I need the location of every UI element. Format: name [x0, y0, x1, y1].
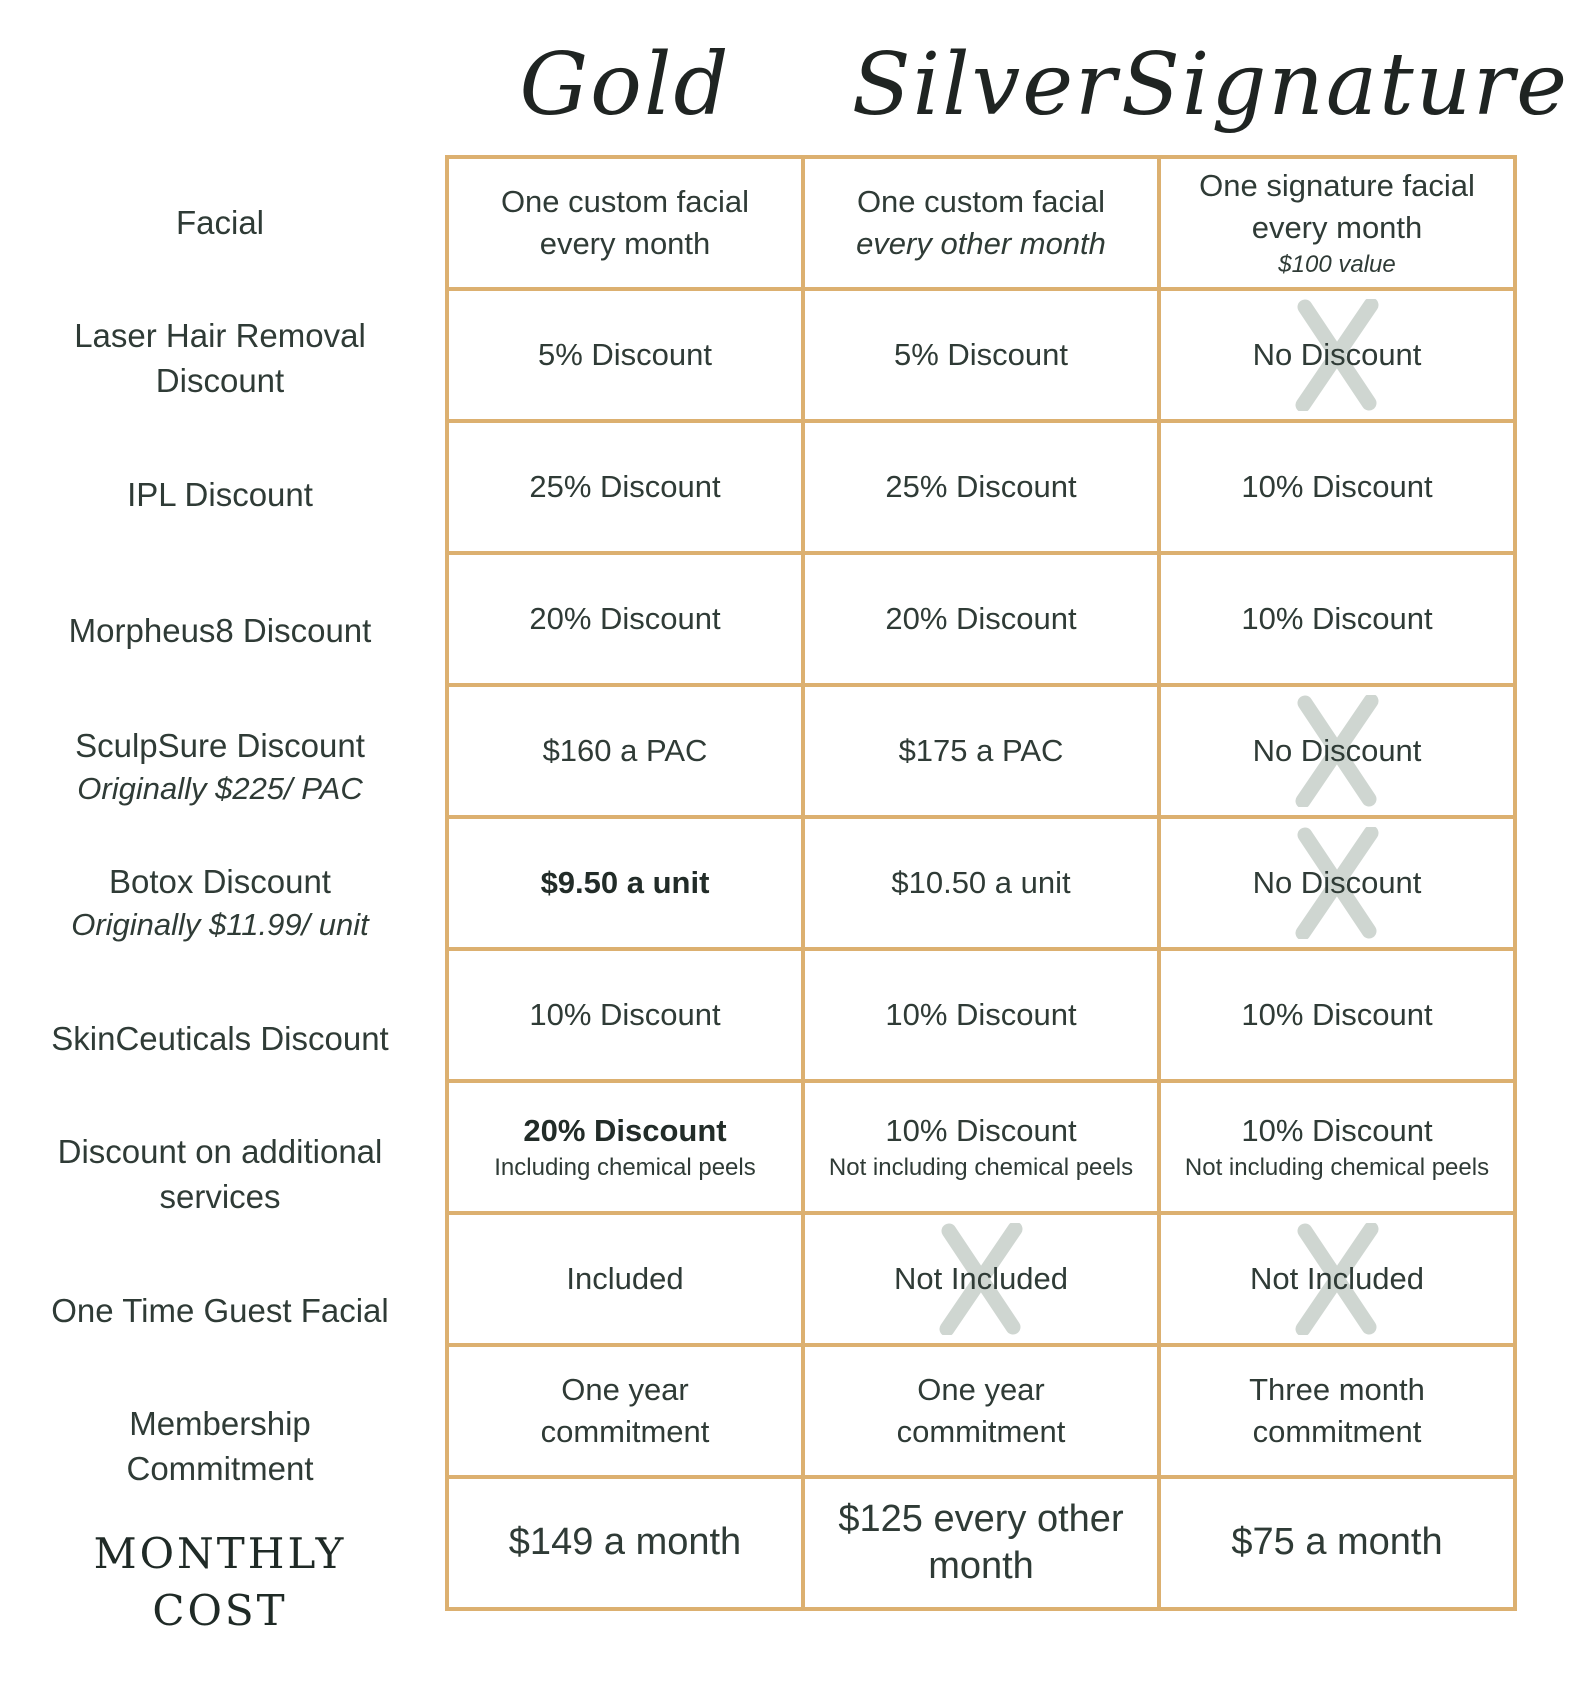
table-cell-silver: [803, 817, 1159, 949]
cell-line: One year: [561, 1372, 689, 1408]
cell-line: $10.50 a unit: [891, 865, 1071, 901]
cell-content: [805, 1258, 1157, 1300]
row-label-text: Discount on additional services: [57, 1133, 383, 1215]
table-cell-signature: [1159, 1477, 1515, 1609]
tier-title-silver: Silver: [851, 35, 1119, 135]
row-label: [0, 699, 440, 835]
row-label: [0, 155, 440, 291]
cell-line: commitment: [1252, 1414, 1422, 1449]
cell-content: [1161, 730, 1513, 772]
cell-content: [1161, 1110, 1513, 1184]
table-cell-silver: [803, 553, 1159, 685]
table-cell-gold: [447, 1081, 803, 1213]
row-label: [0, 1243, 440, 1379]
cell-line: No Discount: [1252, 865, 1422, 901]
cell-line: One signature facial: [1199, 167, 1475, 203]
cell-content: [805, 1110, 1157, 1184]
table-row: [447, 289, 1515, 421]
cell-line: Not Included: [893, 1261, 1069, 1297]
table-row: [447, 553, 1515, 685]
cell-line: $75 a month: [1231, 1521, 1443, 1564]
table-cell-signature: [1159, 421, 1515, 553]
cell-line: $160 a PAC: [542, 733, 708, 769]
cell-line: every month: [539, 226, 711, 261]
table-cell-silver: [803, 157, 1159, 289]
row-label: [0, 1379, 440, 1515]
cell-content: [1161, 598, 1513, 640]
table-row: [447, 949, 1515, 1081]
cell-content: [805, 334, 1157, 376]
table-cell-signature: [1159, 1345, 1515, 1477]
table-cell-signature: [1159, 1213, 1515, 1345]
row-label-text: Facial: [175, 203, 265, 241]
row-label: [0, 563, 440, 699]
row-label-text: Morpheus8 Discount: [68, 611, 372, 649]
cell-line: 25% Discount: [529, 469, 721, 505]
cell-content: [805, 181, 1157, 265]
table-cell-gold: [447, 1213, 803, 1345]
cell-line: $125 every other: [838, 1497, 1124, 1540]
cell-line: 20% Discount: [885, 601, 1077, 637]
cell-content: [449, 1519, 801, 1567]
table-row: [447, 157, 1515, 289]
table-cell-gold: [447, 421, 803, 553]
cell-line: Not including chemical peels: [1184, 1153, 1490, 1181]
cell-line: 10% Discount: [1241, 997, 1433, 1033]
cell-content: [805, 1496, 1157, 1591]
cell-line: $149 a month: [508, 1521, 742, 1564]
cell-line: 10% Discount: [1241, 469, 1433, 505]
table-row: [447, 685, 1515, 817]
row-label-text: Laser Hair Removal Discount: [74, 317, 366, 399]
cell-content: [1161, 334, 1513, 376]
row-label-subtext: Originally $11.99/ unit: [71, 907, 369, 943]
cell-line: commitment: [540, 1414, 710, 1449]
cell-content: [449, 466, 801, 508]
cell-line: 10% Discount: [1241, 601, 1433, 637]
row-label-subtext: Originally $225/ PAC: [77, 771, 363, 807]
table-cell-silver: [803, 685, 1159, 817]
cell-line: One custom facial: [856, 184, 1106, 220]
cell-content: [1161, 165, 1513, 281]
cell-content: [449, 334, 801, 376]
membership-comparison-table: [445, 155, 1517, 1611]
cell-content: [1161, 1258, 1513, 1300]
cell-content: [1161, 862, 1513, 904]
table-cell-signature: [1159, 1081, 1515, 1213]
table-cell-gold: [447, 1345, 803, 1477]
table-cell-silver: [803, 1345, 1159, 1477]
cell-content: [805, 862, 1157, 904]
row-label-text: One Time Guest Facial: [51, 1291, 389, 1329]
cell-line: Including chemical peels: [494, 1153, 756, 1181]
row-label-text: Botox Discount: [109, 862, 331, 900]
cell-line: every month: [1251, 209, 1423, 245]
row-label: [0, 835, 440, 971]
row-label: [0, 291, 440, 427]
cell-content: [805, 466, 1157, 508]
tier-title-gold: Gold: [519, 35, 731, 135]
cell-line: $175 a PAC: [898, 733, 1064, 769]
cell-line: No Discount: [1252, 337, 1422, 373]
table-row: [447, 1213, 1515, 1345]
table-cell-signature: [1159, 817, 1515, 949]
cell-content: [1161, 466, 1513, 508]
table-cell-gold: [447, 157, 803, 289]
cell-line: 10% Discount: [885, 1112, 1077, 1148]
cell-line: 25% Discount: [885, 469, 1077, 505]
table-cell-signature: [1159, 685, 1515, 817]
cell-line: Not including chemical peels: [828, 1153, 1134, 1181]
cell-content: [449, 1110, 801, 1184]
table-cell-silver: [803, 1213, 1159, 1345]
cell-line: Three month: [1249, 1372, 1425, 1408]
cell-line: 20% Discount: [523, 1112, 727, 1148]
cell-line: 5% Discount: [537, 337, 713, 373]
cell-line: No Discount: [1252, 733, 1422, 769]
table-cell-signature: [1159, 553, 1515, 685]
cell-content: [449, 994, 801, 1036]
table-cell-silver: [803, 1477, 1159, 1609]
table-cell-gold: [447, 289, 803, 421]
cell-line: every other month: [856, 226, 1106, 261]
table-cell-silver: [803, 949, 1159, 1081]
cell-line: One year: [917, 1372, 1045, 1408]
cell-content: [805, 994, 1157, 1036]
table-cell-silver: [803, 289, 1159, 421]
table-row: [447, 1477, 1515, 1609]
table-cell-gold: [447, 553, 803, 685]
row-label-text: SculpSure Discount: [75, 726, 365, 764]
cell-content: [1161, 1519, 1513, 1567]
cell-line: One custom facial: [500, 184, 750, 220]
cell-line: Included: [566, 1261, 684, 1297]
cell-content: [805, 1369, 1157, 1453]
row-label-text: Membership Commitment: [126, 1405, 314, 1487]
row-label: [0, 971, 440, 1107]
table-cell-silver: [803, 1081, 1159, 1213]
cell-line: $100 value: [1278, 250, 1396, 278]
table-row: [447, 817, 1515, 949]
cell-line: commitment: [896, 1414, 1066, 1449]
row-label: [0, 427, 440, 563]
cell-line: month: [928, 1545, 1034, 1587]
cell-content: [1161, 994, 1513, 1036]
cell-content: [805, 598, 1157, 640]
cell-line: 10% Discount: [885, 997, 1077, 1033]
cell-line: Not Included: [1249, 1261, 1425, 1297]
table-cell-signature: [1159, 949, 1515, 1081]
row-label: [0, 1107, 440, 1243]
cell-content: [805, 730, 1157, 772]
table-row: [447, 1081, 1515, 1213]
cell-content: [449, 181, 801, 265]
table-cell-gold: [447, 685, 803, 817]
cell-line: 5% Discount: [893, 337, 1069, 373]
cell-content: [449, 1258, 801, 1300]
cell-content: [449, 1369, 801, 1453]
tier-title-signature: Signature: [1120, 35, 1570, 135]
table-cell-gold: [447, 817, 803, 949]
table-body: [447, 157, 1515, 1609]
row-label-text: SkinCeuticals Discount: [51, 1019, 389, 1057]
table-cell-silver: [803, 421, 1159, 553]
row-label: [0, 1515, 440, 1651]
cell-line: 10% Discount: [1241, 1112, 1433, 1148]
table-cell-signature: [1159, 157, 1515, 289]
cell-content: [449, 730, 801, 772]
row-label-text: IPL Discount: [127, 475, 313, 513]
table-row: [447, 1345, 1515, 1477]
cell-content: [449, 862, 801, 904]
table-cell-gold: [447, 1477, 803, 1609]
cell-line: 10% Discount: [529, 997, 721, 1033]
table-cell-gold: [447, 949, 803, 1081]
table-cell-signature: [1159, 289, 1515, 421]
row-label-text: MONTHLY COST: [93, 1529, 347, 1635]
cell-line: $9.50 a unit: [540, 865, 710, 901]
cell-line: 20% Discount: [529, 601, 721, 637]
table-row: [447, 421, 1515, 553]
cell-content: [1161, 1369, 1513, 1453]
cell-content: [449, 598, 801, 640]
